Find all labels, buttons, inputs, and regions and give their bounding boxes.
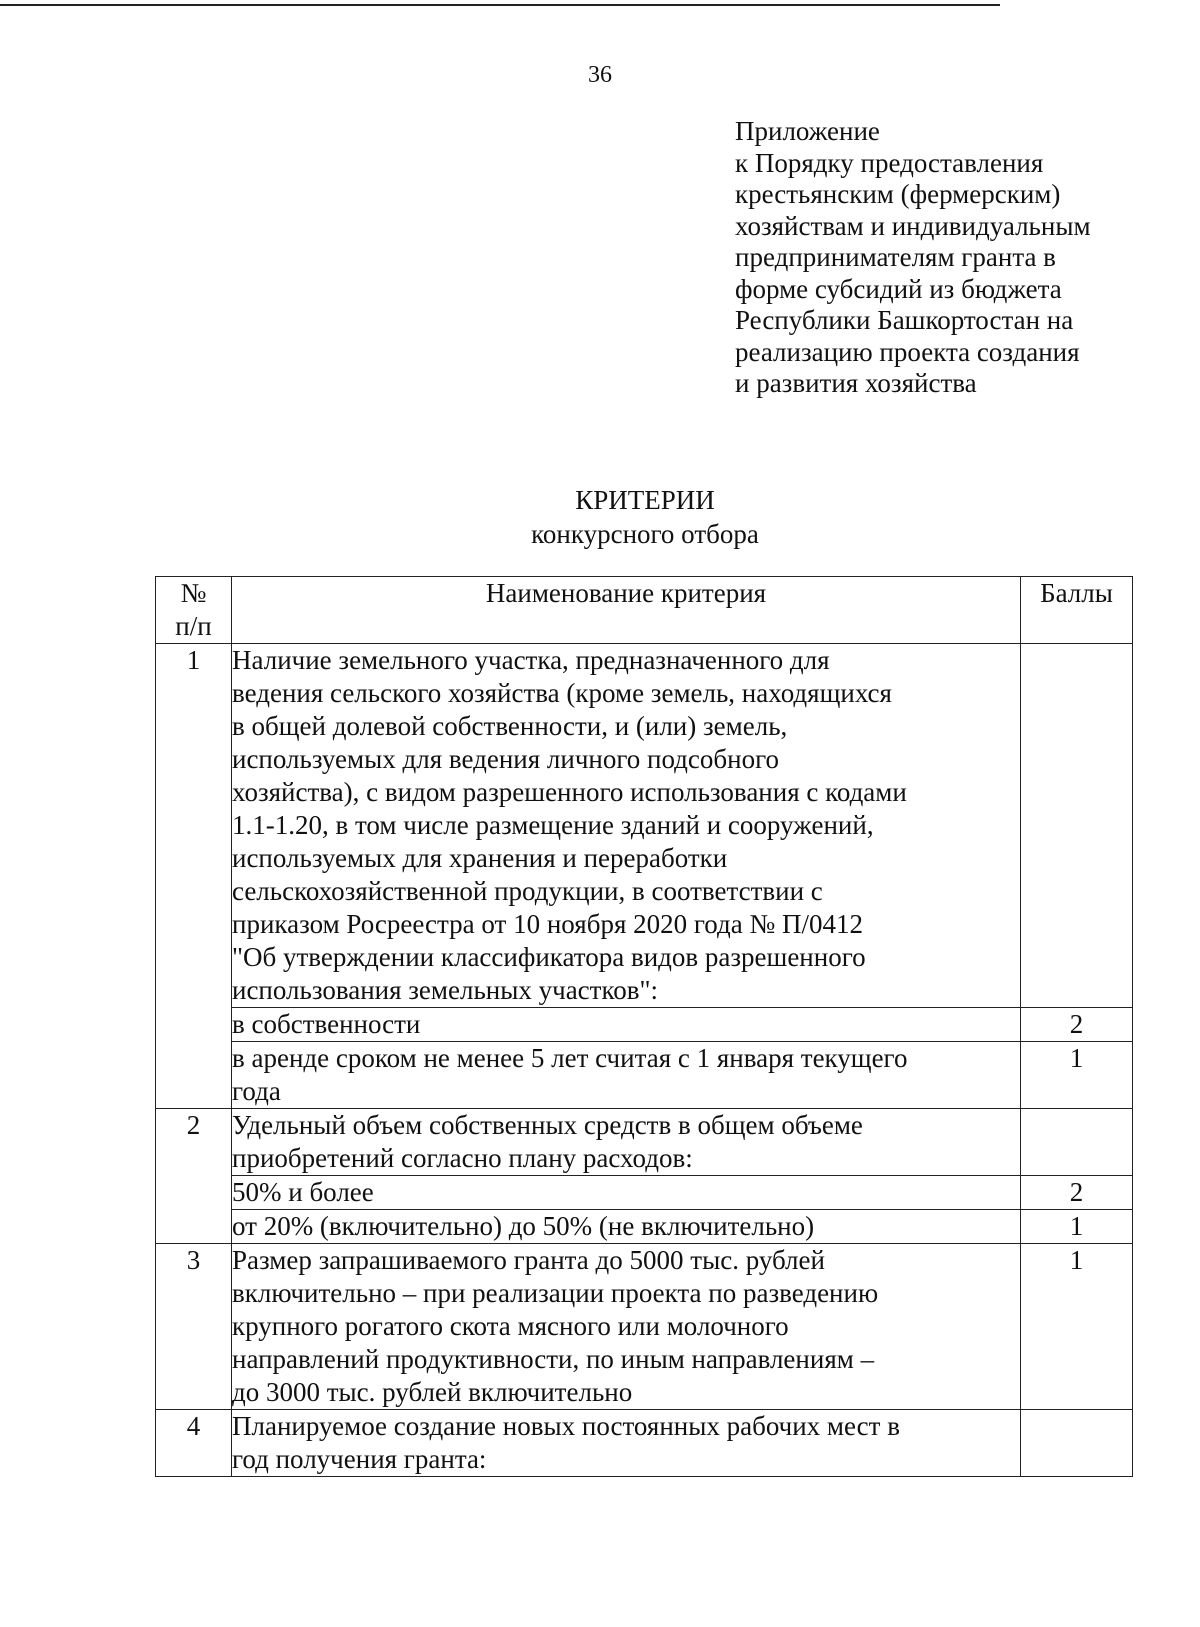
criterion-text-line: направлений продуктивности, по иным направлениям – <box>232 1344 875 1374</box>
criterion-text-line: в аренде сроком не менее 5 лет считая с 1 января текущего <box>232 1043 908 1073</box>
header-number-abbrev: п/п <box>175 611 212 641</box>
appendix-line: Приложение <box>735 116 880 146</box>
row-number: 1 <box>156 644 232 1109</box>
criteria-table <box>155 576 1133 1477</box>
criterion-score: 2 <box>1021 1008 1133 1042</box>
table-row <box>156 1410 1133 1477</box>
appendix-line: предпринимателям гранта в <box>735 242 1056 272</box>
document-title: КРИТЕРИИ <box>575 485 715 515</box>
criterion-name <box>232 1410 1021 1477</box>
table-header-row <box>156 577 1133 644</box>
appendix-line: Республики Башкортостан на <box>735 305 1074 335</box>
criterion-text-line: "Об утверждении классификатора видов разрешенного <box>232 942 866 972</box>
criterion-text-line: 50% и более <box>232 1177 374 1207</box>
row-number: 4 <box>156 1410 232 1477</box>
criterion-score: 1 <box>1021 1244 1133 1410</box>
appendix-line: и развития хозяйства <box>735 368 977 398</box>
criterion-text-line: года <box>232 1076 281 1106</box>
criterion-text-line: до 3000 тыс. рублей включительно <box>232 1377 633 1407</box>
criterion-text-line: хозяйства), с видом разрешенного использования с кодами <box>232 777 907 807</box>
appendix-line: к Порядку предоставления <box>735 147 1044 178</box>
criterion-text-line: приобретений согласно плану расходов: <box>232 1143 693 1173</box>
criterion-text-line: Наличие земельного участка, предназначенного для <box>232 645 830 675</box>
criterion-text-line: в общей долевой собственности, и (или) земель, <box>232 711 788 741</box>
criterion-text-line: ведения сельского хозяйства (кроме земель, находящихся <box>232 678 892 708</box>
criterion-name <box>232 644 1021 1008</box>
criterion-score <box>1021 644 1133 1008</box>
header-number <box>156 577 232 644</box>
header-number-symbol: № <box>180 578 207 608</box>
top-border-line <box>0 4 1000 6</box>
criterion-text-line: от 20% (включительно) до 50% (не включительно) <box>232 1211 815 1241</box>
row-number: 3 <box>156 1244 232 1410</box>
header-criterion-name: Наименование критерия <box>232 577 1021 644</box>
table-row <box>156 1244 1133 1410</box>
table-row <box>156 1210 1133 1244</box>
criterion-text-line: Размер запрашиваемого гранта до 5000 тыс. рублей <box>232 1245 825 1275</box>
criterion-text-line: Удельный объем собственных средств в общем объеме <box>232 1110 863 1140</box>
criterion-text-line: использования земельных участков": <box>232 975 658 1005</box>
criterion-text-line: сельскохозяйственной продукции, в соответствии с <box>232 876 823 906</box>
document-subtitle: конкурсного отбора <box>531 519 759 549</box>
criterion-name <box>232 1008 1021 1042</box>
appendix-block <box>735 116 1091 400</box>
criterion-text-line: Планируемое создание новых постоянных рабочих мест в <box>232 1411 900 1441</box>
row-number: 2 <box>156 1109 232 1244</box>
criterion-text-line: 1.1-1.20, в том числе размещение зданий и сооружений, <box>232 810 874 840</box>
criterion-name <box>232 1042 1021 1109</box>
table-row <box>156 1176 1133 1210</box>
criterion-score: 1 <box>1021 1210 1133 1244</box>
criterion-text-line: крупного рогатого скота мясного или молочного <box>232 1311 789 1341</box>
criterion-score: 1 <box>1021 1042 1133 1109</box>
criterion-name <box>232 1244 1021 1410</box>
criterion-score: 2 <box>1021 1176 1133 1210</box>
appendix-line: хозяйствам и индивидуальным <box>735 210 1091 241</box>
criterion-name <box>232 1176 1021 1210</box>
criterion-text-line: используемых для хранения и переработки <box>232 843 728 873</box>
criterion-name <box>232 1109 1021 1176</box>
criterion-text-line: приказом Росреестра от 10 ноября 2020 года № П/0412 <box>232 909 863 939</box>
page-number: 36 <box>588 62 612 88</box>
criterion-score <box>1021 1410 1133 1477</box>
table-row <box>156 1042 1133 1109</box>
appendix-line: реализацию проекта создания <box>735 336 1080 367</box>
table-row <box>156 1008 1133 1042</box>
table-row <box>156 1109 1133 1176</box>
table-row <box>156 644 1133 1008</box>
appendix-line: крестьянским (фермерским) <box>735 179 1061 209</box>
criterion-text-line: используемых для ведения личного подсобного <box>232 744 779 774</box>
appendix-line: форме субсидий из бюджета <box>735 273 1062 304</box>
header-score: Баллы <box>1021 577 1133 644</box>
criterion-text-line: включительно – при реализации проекта по разведению <box>232 1278 879 1308</box>
criterion-text-line: год получения гранта: <box>232 1444 487 1474</box>
criterion-name <box>232 1210 1021 1244</box>
criterion-score <box>1021 1109 1133 1176</box>
criterion-text-line: в собственности <box>232 1009 421 1039</box>
